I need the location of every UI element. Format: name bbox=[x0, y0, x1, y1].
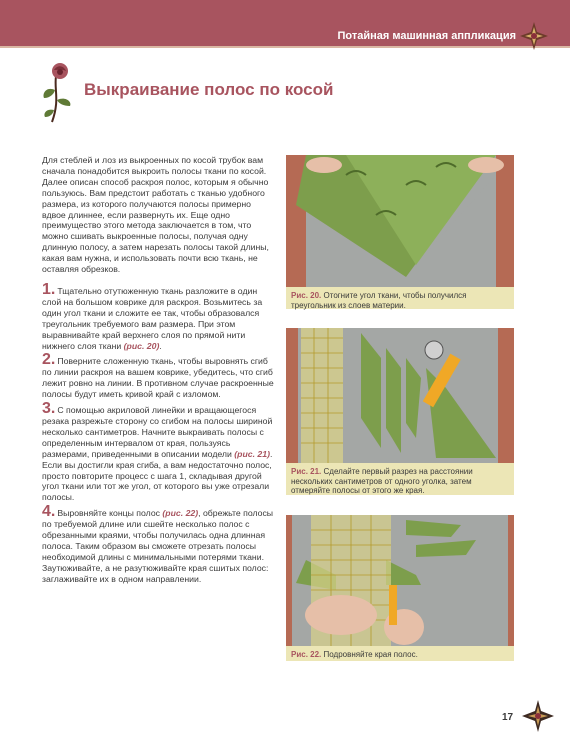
figure-22-photo bbox=[286, 515, 514, 646]
step-number: 1. bbox=[42, 281, 56, 298]
step-text: Выровняйте концы полос bbox=[57, 508, 163, 519]
figure-reference: (рис. 22) bbox=[162, 508, 199, 519]
figure-reference: (рис. 21) bbox=[234, 448, 270, 459]
steps-list bbox=[42, 281, 274, 589]
header-rule bbox=[0, 46, 570, 48]
page-number: 17 bbox=[502, 712, 514, 723]
step-text-end: . Если вы достигли края сгиба, а вам недостаточно полос, просто повторите процесс с шага 1, складывая другой угол ткани или тот же угол, от которого вы уже отрезали полосы. bbox=[42, 448, 273, 503]
step-4 bbox=[42, 503, 274, 584]
step-number: 4. bbox=[42, 503, 56, 521]
star-quilt-block-icon bbox=[520, 22, 548, 50]
running-header-title: Потайная машинная аппликация bbox=[337, 30, 516, 42]
star-quilt-block-icon bbox=[522, 700, 554, 732]
step-2 bbox=[42, 351, 274, 400]
caption-text: Подровняйте края полос. bbox=[323, 650, 418, 659]
step-number: 2. bbox=[42, 351, 56, 369]
figure-label: Рис. 21. bbox=[291, 467, 322, 476]
figure-label: Рис. 20. bbox=[291, 291, 322, 300]
figure-20-photo bbox=[286, 155, 514, 287]
step-number: 3. bbox=[42, 400, 56, 418]
step-text-end: , обрежьте полосы по требуемой длине или сшейте несколько полос с обрезанными краями, чтобы получилась одна длинная полоса. Таким образом вы сможете отрезать полосы необходимой длины с минимальными потерями ткани. Заутюживайте, а не разутюживайте края сшитых полос: заглаживайте их в одном направлении. bbox=[42, 508, 274, 584]
caption-text: Отогните угол ткани, чтобы получился треугольник из слоев материи. bbox=[291, 291, 467, 310]
section-title: Выкраивание полос по косой bbox=[84, 80, 334, 99]
intro-paragraph: Для стеблей и лоз из выкроенных по косой трубок вам сначала понадобится выкроить полосы ткани по косой. Далее описан способ раскроя полос, которым я обычно пользуюсь. Вам предстоит работать с тканью удобного размера, из которого получаются полосы примерно вдвое длиннее, если развернуть их. Еще одно преимущество этого метода заключается в том, что можно сшивать выкроенные полосы, получая одну длинную полосу, а затем нарезать полосы такой длины, какая вам нужна, и использовать почти всю ткань, не оставляя обрезков. bbox=[42, 155, 269, 275]
figure-reference: (рис. 20) bbox=[123, 340, 160, 351]
step-1 bbox=[42, 281, 274, 351]
step-text-end: . bbox=[159, 340, 162, 351]
step-text: Тщательно отутюженную ткань разложите в один слой на большом коврике для раскроя. Возьмитесь за один угол ткани и сложите ее так, чтобы образовался треугольник требуемого вам размера. При этом выравнивайте край верхнего слоя по прямой нити нижнего слоя ткани bbox=[42, 286, 263, 351]
figure-21-photo bbox=[286, 328, 514, 463]
step-text: С помощью акриловой линейки и вращающегося резака разрежьте сторону со сгибом на полосы шириной несколько сантиметров. Начните выкраивать полосы с определенным интервалом от края, пользуясь размерами, приведенными в описании модели bbox=[42, 405, 273, 459]
figure-20-caption bbox=[286, 287, 514, 309]
step-text: Поверните сложенную ткань, чтобы выровнять сгиб по линии раскроя на вашем коврике, убедитесь, что сгиб лежит ровно на линии. В противном случае раскроенные полосы будут иметь кривой край с изломом. bbox=[42, 356, 274, 400]
figure-label: Рис. 22. bbox=[291, 650, 322, 659]
caption-text: Сделайте первый разрез на расстоянии нескольких сантиметров от одного уголка, затем отмеряйте полосы от этого же края. bbox=[291, 467, 473, 495]
step-3 bbox=[42, 400, 274, 503]
figure-22-caption bbox=[286, 646, 514, 661]
figure-21-caption bbox=[286, 463, 514, 495]
rose-ornament-icon bbox=[38, 60, 78, 124]
